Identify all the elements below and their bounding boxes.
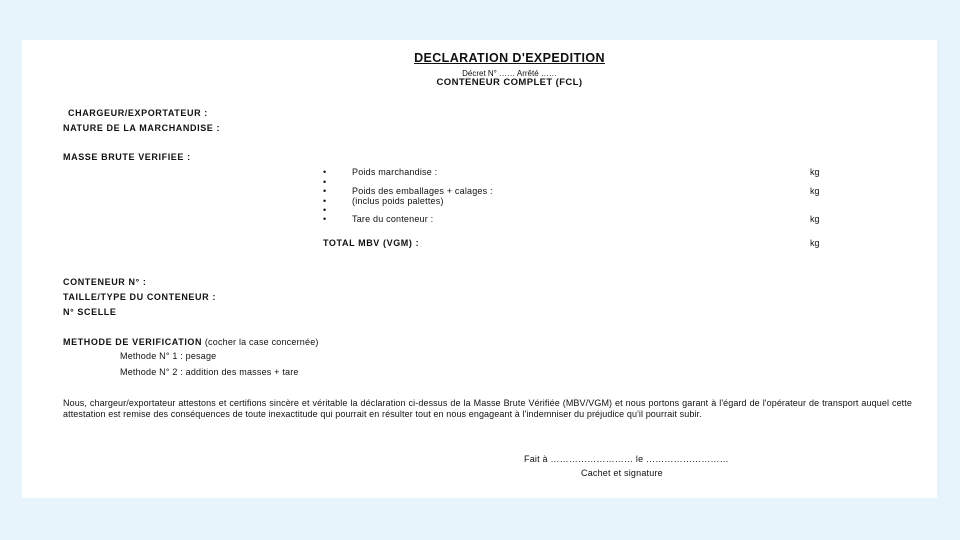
decret-line: Décret N° …… Arrêté …… (462, 69, 557, 78)
bullet-2: • (323, 177, 327, 187)
masse-label: MASSE BRUTE VERIFIEE : (63, 152, 191, 162)
scelle-label: N° SCELLE (63, 307, 117, 317)
tare-conteneur-label: Tare du conteneur : (352, 214, 434, 224)
bullet-6: • (323, 214, 327, 224)
bullet-1: • (323, 167, 327, 177)
methode-line (63, 338, 319, 347)
kg-unit-3: kg (810, 214, 820, 224)
attestation-paragraph: Nous, chargeur/exportateur attestons et certifions sincère et véritable la déclaration ci-dessus de la Masse Brute Vérifiée (MBV/VGM) et nous portons garant à l'égard de l'opérateur de transport auquel cette attestation est remise des conséquences de toute inexactitude qui pourrait en résulter tout en nous engageant à l'indemniser du préjudice qu'il pourrait subir. (63, 398, 912, 419)
methode-label: METHODE DE VERIFICATION (63, 337, 203, 347)
taille-type-label: TAILLE/TYPE DU CONTENEUR : (63, 292, 216, 302)
bullet-3: • (323, 186, 327, 196)
poids-emballages-label: Poids des emballages + calages : (352, 186, 493, 196)
total-mbv-label: TOTAL MBV (VGM) : (323, 238, 420, 248)
bullet-4: • (323, 196, 327, 206)
inclus-palettes-label: (inclus poids palettes) (352, 196, 444, 206)
methode-1-label: Methode N° 1 : pesage (120, 351, 217, 361)
nature-label: NATURE DE LA MARCHANDISE : (63, 123, 221, 133)
bullet-5: • (323, 205, 327, 215)
document-title: DECLARATION D'EXPEDITION (414, 51, 605, 65)
kg-unit-2: kg (810, 186, 820, 196)
poids-marchandise-label: Poids marchandise : (352, 167, 438, 177)
chargeur-label: CHARGEUR/EXPORTATEUR : (68, 108, 208, 118)
kg-unit-1: kg (810, 167, 820, 177)
kg-unit-total: kg (810, 238, 820, 248)
conteneur-label: CONTENEUR N° : (63, 277, 147, 287)
document-subtitle: CONTENEUR COMPLET (FCL) (436, 77, 583, 88)
methode-hint: (cocher la case concernée) (202, 337, 319, 347)
cachet-signature: Cachet et signature (581, 468, 663, 478)
fait-a-line: Fait à ……………………… le ……………………… (524, 454, 729, 464)
methode-2-label: Methode N° 2 : addition des masses + tare (120, 367, 299, 377)
document-page (22, 40, 937, 498)
